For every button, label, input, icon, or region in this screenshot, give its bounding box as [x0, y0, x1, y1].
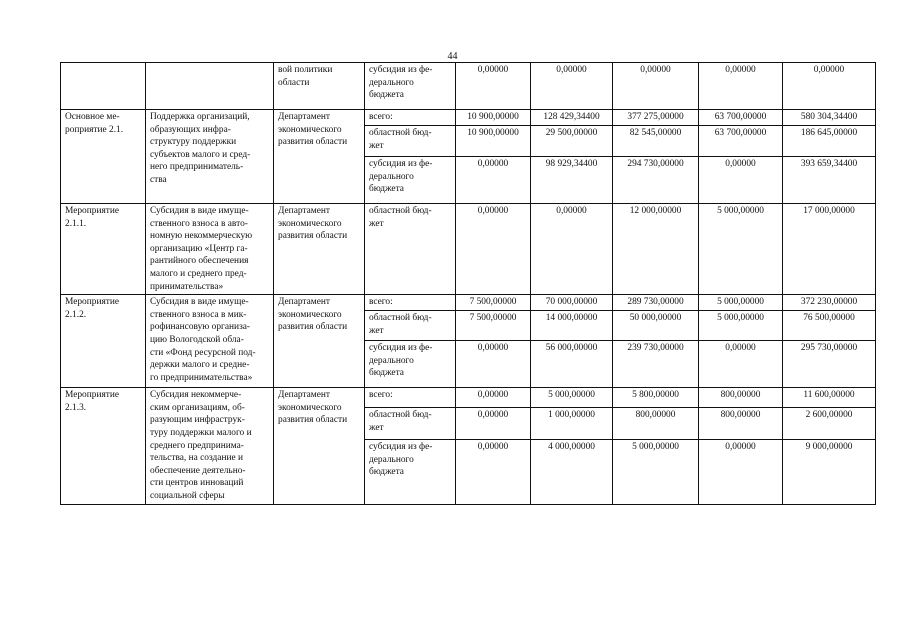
funding-source-cell: всего: — [365, 388, 456, 408]
amount-cell: 56 000,00000 — [531, 341, 613, 388]
amount-cell: 800,00000 — [613, 408, 699, 440]
budget-table — [60, 62, 876, 505]
amount-cell: 800,00000 — [699, 408, 783, 440]
activity-name-cell: Поддержка организаций, образующих инфра- структуру поддержки субъектов малого и сред- него предприниматель- ства — [146, 110, 274, 204]
activity-code-cell — [61, 63, 146, 110]
amount-cell: 5 000,00000 — [699, 311, 783, 341]
amount-cell: 5 000,00000 — [699, 204, 783, 295]
amount-cell: 289 730,00000 — [613, 295, 699, 311]
amount-cell: 10 900,00000 — [456, 126, 531, 157]
amount-cell: 239 730,00000 — [613, 341, 699, 388]
amount-cell: 50 000,00000 — [613, 311, 699, 341]
table-body — [61, 63, 876, 505]
amount-cell: 0,00000 — [699, 157, 783, 204]
amount-cell: 1 000,00000 — [531, 408, 613, 440]
amount-cell: 10 900,00000 — [456, 110, 531, 126]
funding-source-cell: всего: — [365, 295, 456, 311]
funding-source-cell: областной бюд- жет — [365, 126, 456, 157]
amount-cell: 7 500,00000 — [456, 311, 531, 341]
amount-cell: 0,00000 — [456, 408, 531, 440]
amount-cell: 295 730,00000 — [783, 341, 876, 388]
funding-source-cell: областной бюд- жет — [365, 408, 456, 440]
amount-cell: 17 000,00000 — [783, 204, 876, 295]
amount-cell: 0,00000 — [456, 63, 531, 110]
amount-cell: 98 929,34400 — [531, 157, 613, 204]
table-row — [61, 110, 876, 126]
amount-cell: 4 000,00000 — [531, 440, 613, 505]
amount-cell: 0,00000 — [456, 440, 531, 505]
amount-cell: 76 500,00000 — [783, 311, 876, 341]
amount-cell: 63 700,00000 — [699, 110, 783, 126]
activity-name-cell: Субсидия в виде имуще- ственного взноса в мик- рофинансовую организа- цию Вологодской обла- сти «Фонд ресурсной под- держки малого и средне- го предпринимательства» — [146, 295, 274, 388]
amount-cell: 0,00000 — [531, 63, 613, 110]
funding-source-cell: субсидия из фе- дерального бюджета — [365, 157, 456, 204]
amount-cell: 63 700,00000 — [699, 126, 783, 157]
amount-cell: 5 800,00000 — [613, 388, 699, 408]
amount-cell: 0,00000 — [456, 388, 531, 408]
amount-cell: 377 275,00000 — [613, 110, 699, 126]
amount-cell: 0,00000 — [613, 63, 699, 110]
amount-cell: 372 230,00000 — [783, 295, 876, 311]
amount-cell: 0,00000 — [699, 63, 783, 110]
executor-cell: вой политики области — [274, 63, 365, 110]
activity-code-cell: Мероприятие 2.1.2. — [61, 295, 146, 388]
executor-cell: Департамент экономического развития области — [274, 204, 365, 295]
amount-cell: 0,00000 — [531, 204, 613, 295]
activity-name-cell — [146, 63, 274, 110]
amount-cell: 0,00000 — [456, 157, 531, 204]
page-number: 44 — [447, 51, 458, 62]
funding-source-cell: областной бюд- жет — [365, 311, 456, 341]
amount-cell: 7 500,00000 — [456, 295, 531, 311]
activity-code-cell: Основное ме- роприятие 2.1. — [61, 110, 146, 204]
amount-cell: 294 730,00000 — [613, 157, 699, 204]
amount-cell: 14 000,00000 — [531, 311, 613, 341]
amount-cell: 29 500,00000 — [531, 126, 613, 157]
executor-cell: Департамент экономического развития области — [274, 388, 365, 505]
activity-code-cell: Мероприятие 2.1.1. — [61, 204, 146, 295]
funding-source-cell: областной бюд- жет — [365, 204, 456, 295]
activity-code-cell: Мероприятие 2.1.3. — [61, 388, 146, 505]
amount-cell: 0,00000 — [783, 63, 876, 110]
amount-cell: 5 000,00000 — [613, 440, 699, 505]
executor-cell: Департамент экономического развития области — [274, 110, 365, 204]
table-row — [61, 388, 876, 408]
activity-name-cell: Субсидия некоммерче- ским организациям, об- разующим инфраструк- туру поддержки малого и среднего предпринима- тельства, на создание и обеспечение деятельно- сти центров инноваций социальной сферы — [146, 388, 274, 505]
amount-cell: 580 304,34400 — [783, 110, 876, 126]
amount-cell: 0,00000 — [456, 204, 531, 295]
amount-cell: 0,00000 — [699, 440, 783, 505]
amount-cell: 5 000,00000 — [699, 295, 783, 311]
amount-cell: 5 000,00000 — [531, 388, 613, 408]
table-row — [61, 295, 876, 311]
amount-cell: 0,00000 — [456, 341, 531, 388]
table-row — [61, 204, 876, 295]
activity-name-cell: Субсидия в виде имуще- ственного взноса в авто- номную некоммерческую организацию «Центр га- рантийного обеспечения малого и среднего пред- принимательства» — [146, 204, 274, 295]
amount-cell: 11 600,00000 — [783, 388, 876, 408]
amount-cell: 128 429,34400 — [531, 110, 613, 126]
amount-cell: 2 600,00000 — [783, 408, 876, 440]
amount-cell: 9 000,00000 — [783, 440, 876, 505]
amount-cell: 12 000,00000 — [613, 204, 699, 295]
amount-cell: 82 545,00000 — [613, 126, 699, 157]
table-row — [61, 63, 876, 110]
funding-source-cell: субсидия из фе- дерального бюджета — [365, 341, 456, 388]
funding-source-cell: субсидия из фе- дерального бюджета — [365, 440, 456, 505]
amount-cell: 393 659,34400 — [783, 157, 876, 204]
amount-cell: 186 645,00000 — [783, 126, 876, 157]
funding-source-cell: всего: — [365, 110, 456, 126]
executor-cell: Департамент экономического развития области — [274, 295, 365, 388]
amount-cell: 800,00000 — [699, 388, 783, 408]
amount-cell: 70 000,00000 — [531, 295, 613, 311]
funding-source-cell: субсидия из фе- дерального бюджета — [365, 63, 456, 110]
amount-cell: 0,00000 — [699, 341, 783, 388]
